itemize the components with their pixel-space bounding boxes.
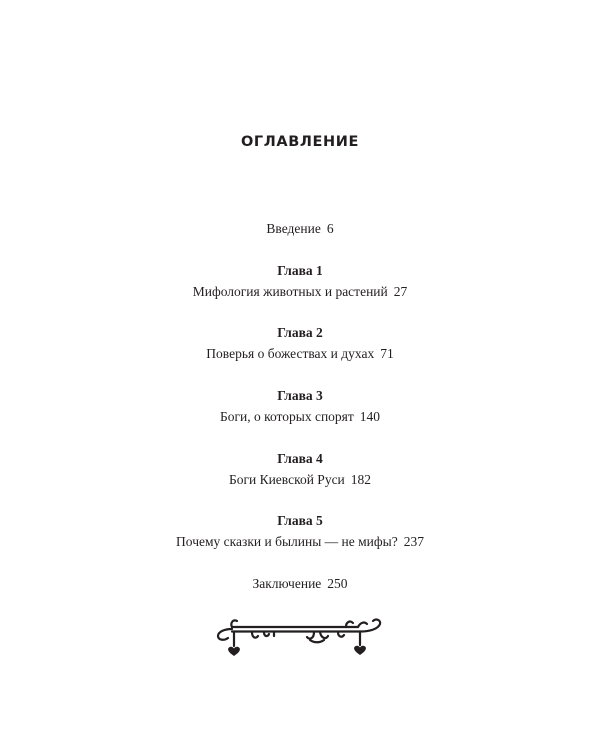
chapter-3-label: Глава 3	[277, 388, 323, 403]
toc-entry-title: Боги, о которых спорят	[219, 409, 354, 424]
toc-entry-chapter-4[interactable]	[0, 472, 600, 488]
toc-entry-page: 140	[359, 409, 381, 424]
chapter-4-label: Глава 4	[277, 451, 323, 466]
toc-entry-title: Поверья о божествах и духах	[206, 346, 375, 361]
toc-entry-title: Почему сказки и былины — не мифы?	[176, 534, 398, 549]
chapter-2-label: Глава 2	[277, 325, 323, 340]
toc-entry-title: Введение	[266, 221, 321, 236]
toc-entry-page: 237	[403, 534, 424, 549]
toc-entry-chapter-2[interactable]	[0, 346, 600, 362]
toc-entry-title: Заключение	[252, 576, 322, 591]
toc-entry-page: 27	[393, 284, 408, 299]
toc-entry-title: Мифология животных и растений	[192, 284, 388, 299]
toc-entry-page: 6	[326, 221, 334, 236]
decorative-tail-ornament-icon	[210, 612, 390, 658]
toc-entry-title: Боги Киевской Руси	[228, 472, 345, 487]
chapter-5-label: Глава 5	[277, 513, 323, 528]
toc-entry-conclusion[interactable]	[0, 576, 600, 592]
chapter-1-label: Глава 1	[277, 263, 323, 278]
toc-entry-page: 182	[350, 472, 372, 487]
toc-entry-page: 71	[380, 346, 394, 361]
toc-entry-chapter-3[interactable]	[0, 409, 600, 425]
toc-entry-chapter-1[interactable]	[0, 284, 600, 300]
toc-entry-intro[interactable]	[0, 221, 600, 237]
toc-entry-page: 250	[327, 576, 348, 591]
page-title: ОГЛАВЛЕНИЕ	[240, 134, 359, 150]
toc-entry-chapter-5[interactable]	[0, 534, 600, 550]
